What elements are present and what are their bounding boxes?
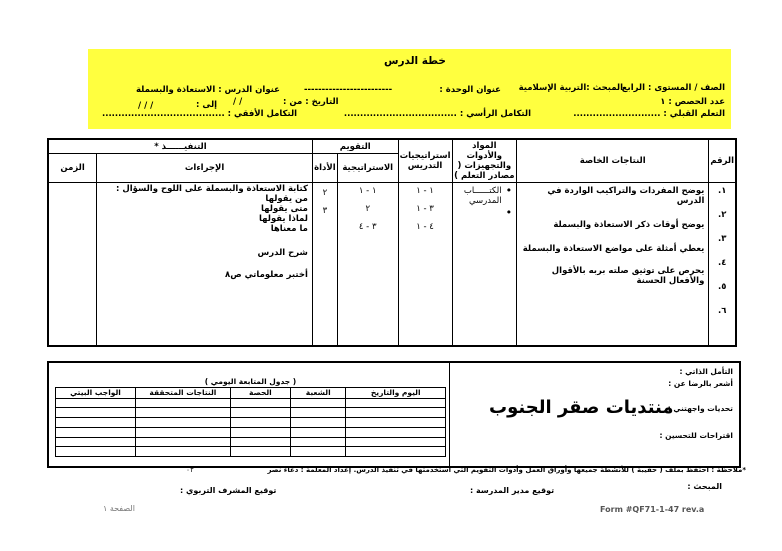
strategy-item: ٤ - ١ <box>416 222 434 232</box>
cell[interactable] <box>230 398 290 408</box>
challenges-label: تحديات واجهتني : <box>667 404 733 413</box>
procedure-item: لماذا يقولها <box>258 214 308 224</box>
lesson-plan-header <box>88 49 731 129</box>
subject-label: المبحث :التربية الإسلامية <box>518 83 623 93</box>
unit-dots: ------------------------- <box>304 85 393 95</box>
cell[interactable] <box>291 408 346 418</box>
bullet-icon: • <box>505 206 513 219</box>
row-number: ٣. <box>717 234 727 244</box>
outcome-item: يعطي أمثلة على مواضع الاستعاذة والبسملة <box>522 244 705 254</box>
header-execution: التنفيــــــذ * <box>48 139 312 154</box>
row-number: ٢. <box>717 210 727 220</box>
material-item: الكتــــــاب المدرسي <box>463 186 502 206</box>
header-procedures: الإجراءات <box>97 154 313 183</box>
cell[interactable] <box>230 427 290 437</box>
row-number: ١. <box>717 186 727 196</box>
materials-cell <box>452 183 517 347</box>
cell[interactable] <box>135 437 230 447</box>
header-time: الزمن <box>48 154 97 183</box>
table-row <box>56 408 446 418</box>
subject-footer-label: المبحث : <box>687 482 722 491</box>
row-number: ٦. <box>717 306 727 316</box>
eval-strategy-item: ٣ - ٤ <box>358 222 377 232</box>
cell[interactable] <box>135 447 230 457</box>
eval-strategy-item: ٢ <box>365 204 371 214</box>
col-homework: الواجب البيتي <box>56 387 136 398</box>
table-row <box>56 447 446 457</box>
footer-note: *ملاحظة : احتفظ بملف ( حقيبة ) للأنشطة جميعها وأوراق العمل وأدوات التقويم التي استخدمتها في تنفيذ الدرس. إعداد المعلمة : دعاء نصر <box>267 466 746 474</box>
procedure-item: شرح الدرس <box>257 248 308 258</box>
eval-tool-item: ٢ <box>322 188 328 198</box>
outcome-item: يوضح المفردات والتراكيب الواردة في الدرس <box>547 186 705 206</box>
table-row <box>56 437 446 447</box>
table-row <box>56 398 446 408</box>
cell[interactable] <box>291 427 346 437</box>
header-eval-tool: الأداة <box>312 154 337 183</box>
cell[interactable] <box>56 418 136 428</box>
cell[interactable] <box>56 447 136 457</box>
cell[interactable] <box>135 408 230 418</box>
horizontal-integration: التكامل الأفقي : ...................................... <box>102 109 298 119</box>
cell[interactable] <box>230 408 290 418</box>
procedure-item: من يقولها <box>265 194 308 204</box>
eval-tool-item: ٣ <box>322 206 328 216</box>
date-from-label: التاريخ : من : <box>283 97 339 107</box>
header-number: الرقم <box>709 139 736 183</box>
header-materials: المواد والأدوات والتجهيزات ( مصادر التعلم ) <box>452 139 517 183</box>
grade-label: الصف / المستوى : الرابع <box>621 83 725 93</box>
col-section: الشعبة <box>291 387 346 398</box>
strategy-item: ٣ - ١ <box>416 204 434 214</box>
header-strategies: استراتيجيات التدريس <box>398 139 452 183</box>
cell[interactable] <box>56 398 136 408</box>
row-number: ٤. <box>717 258 727 268</box>
cell[interactable] <box>56 408 136 418</box>
cell[interactable] <box>56 427 136 437</box>
outcome-item: يوضح أوقات ذكر الاستعاذة والبسملة <box>553 220 705 230</box>
outcome-item: يحرص على توثيق صلته بربه بالأقوال والأفعال الحسنة <box>551 266 705 286</box>
page-number: الصفحة ١ <box>103 504 135 513</box>
eval-strategy-cell <box>337 183 398 347</box>
header-evaluation: التقويم <box>312 139 398 154</box>
cell[interactable] <box>291 437 346 447</box>
cell[interactable] <box>291 398 346 408</box>
satisfied-label: أشعر بالرضا عن : <box>668 379 733 388</box>
followup-table <box>55 377 446 457</box>
procedure-item: كتابة الاستعاذة والبسملة على اللوح والسؤال : <box>115 184 308 194</box>
numbers-cell <box>709 183 736 347</box>
cell[interactable] <box>291 418 346 428</box>
cell[interactable] <box>56 437 136 447</box>
unit-label: عنوان الوحدة : <box>439 85 501 95</box>
cell[interactable] <box>346 427 446 437</box>
footer-note-number: ٠٢ <box>186 465 195 474</box>
bullet-icon: • <box>505 184 513 197</box>
table-row <box>56 427 446 437</box>
periods-label: عدد الحصص : ١ <box>660 97 725 107</box>
cell[interactable] <box>230 437 290 447</box>
plan-title: خطة الدرس <box>384 55 446 67</box>
eval-tool-cell <box>312 183 337 347</box>
strategies-cell <box>398 183 452 347</box>
forum-watermark: منتديات صقر الجنوب <box>489 397 674 418</box>
principal-signature: توقيع مدير المدرسة : <box>470 486 555 495</box>
followup-title: ( جدول المتابعة اليومي ) <box>56 377 446 387</box>
cell[interactable] <box>346 437 446 447</box>
reflection-title: التأمل الذاتي : <box>679 367 733 376</box>
cell[interactable] <box>230 447 290 457</box>
col-period: الحصة <box>230 387 290 398</box>
cell[interactable] <box>135 418 230 428</box>
lesson-table <box>47 138 737 347</box>
row-number: ٥. <box>717 282 727 292</box>
header-outcomes: النتاجات الخاصة <box>517 139 709 183</box>
outcomes-cell <box>517 183 709 347</box>
date-to-label: إلى : <box>196 100 218 110</box>
procedure-item: أختبر معلوماتي ص٨ <box>224 270 308 280</box>
eval-strategy-item: ١ - ١ <box>358 186 377 196</box>
procedures-cell <box>97 183 313 347</box>
cell[interactable] <box>346 418 446 428</box>
date-from-sep: / / <box>233 97 243 107</box>
col-achieved: النتاجات المتحققة <box>135 387 230 398</box>
cell[interactable] <box>346 408 446 418</box>
procedure-item: ما معناها <box>270 224 308 234</box>
cell[interactable] <box>230 418 290 428</box>
cell[interactable] <box>135 398 230 408</box>
strategy-item: ١ - ١ <box>416 186 434 196</box>
procedure-item: متى يقولها <box>260 204 308 214</box>
table-row <box>56 418 446 428</box>
header-eval-strategy: الاستراتيجية <box>337 154 398 183</box>
col-day-date: اليوم والتاريخ <box>346 387 446 398</box>
vertical-integration: التكامل الرأسي : ................................... <box>343 109 531 119</box>
cell[interactable] <box>291 447 346 457</box>
cell[interactable] <box>346 447 446 457</box>
divider <box>449 363 450 466</box>
cell[interactable] <box>135 427 230 437</box>
lesson-title: عنوان الدرس : الاستعاذة والبسملة <box>136 85 280 95</box>
form-code: Form #QF71-1-47 rev.a <box>600 505 705 514</box>
date-to-sep: / / / <box>138 101 154 111</box>
supervisor-signature: توقيع المشرف التربوي : <box>180 486 277 495</box>
prior-learning: التعلم القبلي : ........................... <box>573 109 725 119</box>
cell[interactable] <box>346 398 446 408</box>
suggestions-label: اقتراحات للتحسين : <box>659 431 733 440</box>
time-cell <box>48 183 97 347</box>
